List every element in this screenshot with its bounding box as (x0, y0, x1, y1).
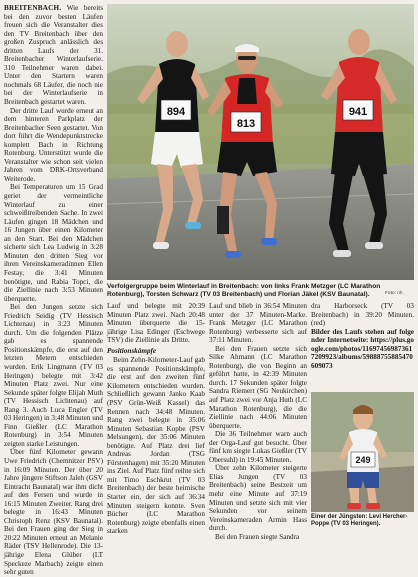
article-column-2 (209, 302, 307, 541)
young-runner-illustration (311, 392, 414, 512)
body-paragraph: Bei den Frauen setzte sich Silke Ahmann (LC Marathon Rotenburg), die von Beginn an geführt hatte, in 42:39 Minuten durch. 17 Sekunden später folgte Sandra Riemert (SG Neukirchen) auf Platz zwei vor Anja Huth (LC Marathon Rotenburg), die die Ziellinie nach 44:06 Minuten überquerte. (209, 344, 307, 430)
inset-photo (311, 392, 414, 512)
subheading: Positionskämpfe (107, 346, 157, 355)
bib-number-right: 941 (348, 106, 368, 118)
body-paragraph: Bei Temperaturen um 15 Grad geriet der vermeintliche Winterlauf zu einer schweißtreibenden Sache. In zwei Läufen gingen 18 Mädchen und 16 Jungen über einen Kilometer an den Start. Bei den Mädchen sicherte sich Lea Ludwig in 3:28 Minuten den dritten Sieg vor ihren Vereinskameradinnen Ellen Festay, die 3:41 Minuten benötigte, und Rabia Topci, die die Ziellinie nach 3:53 Minuten überquerte. (4, 183, 103, 303)
bib-number-center: 813 (236, 118, 256, 130)
bib-number-left: 894 (166, 106, 186, 118)
article-column-1 (107, 302, 205, 534)
photo-gallery-note: Bilder des Laufs stehen auf folgender Internetseite: https://plus.google.com/photos/116974569873617209923/albums/59888755885470609073 (311, 327, 414, 370)
body-paragraph: Bei den Frauen siegte Sandra (215, 532, 300, 541)
article-column-3 (311, 302, 414, 388)
bib-number-inset: 249 (355, 455, 371, 465)
body-paragraph: dra Harborseck (TV 03 Breitenbach) in 39:20 Minuten. (red) (311, 302, 414, 328)
body-paragraph: Bei den Jungen setzte sich Friedrich Seidig (TV Hessisch Lichtenau) in 3:23 Minuten durch. Um die folgenden Plätze gab es spannende Positionskämpfe, die erst auf den letzten Metern entschieden wurden. Erik Lingmann (TV 03 Heringen) belegte mit 3:42 Minuten Platz zwei. Nur eine Sekunde später folgte Elijah Muth (TV Hessisch Lichtenau) auf Rang 3. Auch Luca Engler (TV 03 Heringen) in 3:48 Minuten und Finn Gießler (LC Marathon Rotenburg) in 3:54 Minuten zeigten starke Leistungen. (4, 303, 103, 448)
body-paragraph: Lauf und belegte mit 20:39 Minuten Platz zwei. Nach 20:48 Minuten überquerte die 15-jährige Lisa Edinger (Eschwege TSV) die Ziellinie als Dritte. (107, 302, 205, 345)
dateline: BREITENBACH. (4, 4, 62, 12)
body-paragraph: Über zehn Kilometer steigerte Elias Jungen (TV 03 Breitenbach) seine Bestzeit um mehr eine Minute auf 37:19 Minuten und setzte sich mit vier Sekunden vor seinem Vereinskameraden Armin Hass durch. (209, 464, 307, 533)
body-paragraph: Die 36 Teilnehmer warn auch der Orga-Lauf gut besucht. Über fünf km siegte Lukas Gießler (TV Obersuhl) in 19:45 Minuten. (209, 430, 307, 464)
body-paragraph: Über fünf Kilometer gewann Uwe Friedrich (Chemnitzer PSV) in 16:09 Minuten. Der über 20 Jahre jüngere Stiftson Jaleh (GSV Eintracht Baunatal) war ihm dicht auf den Fersen und wurde in 16:15 Minuten Zweiter. Rang drei belegte in 16:43 Minuten Christoph Renz (KSV Baunatal). Bei den Frauen ging der Sieg in 20:22 Minuten erneut an Melanie Räder (TSV Hellenrode). Die 13-jährige Elena Glüber (LT Speckeze Marbach) zeigte einen sehr guten (4, 448, 103, 577)
body-paragraph: Der dritte Lauf wurde erneut an dem hinteren Parkplatz der Breitenbacher Seen gestartet. Von dort führt die Wendepunktstrecke komplett Bach in Richtung Rotenburg. Unterstützt wurde die Veranstalter wie schon seit vielen Jahren vom DRK-Ortsverband Weiterode. (4, 106, 103, 183)
photo-caption: Verfolgergruppe beim Winterlauf in Breitenbach: von links Frank Metzger (LC Marathon Rotenburg), Torsten Schwarz (TV 03 Breitenbach) und Florian Jäkel (KSV Baunatal). (107, 283, 381, 298)
body-paragraph: Lauf und blieb in 36:54 Minuten unter der 37 Minuten-Marke. Frank Metzger (LC Marathon Rotenburg) verbesserte sich auf 37:11 Minuten. (209, 302, 307, 345)
article-lead-column (4, 4, 104, 577)
body-paragraph: Beim Zehn-Kilometer-Lauf gab es spannende Positionskämpfe, die erst auf den zweiten fünf Kilometern entschieden wurden. Schließlich gewann Janko Kaab (PSV Grün-Weiß Kassel) das Rennen nach 34:48 Minuten. Rang zwei belegte in 35:06 Minuten Sebastian Kopbe (PSV Melsungen), der 35:06 Minuten benötigte. Auf Platz drei lief Andreas Jordan (TSG Fürstenhagen) mit 35:20 Minuten ins Ziel. Auf Platz fünf reihte sich mit Timo Eschkrut (TV 03 Breitenbach) der beste heimische Starter ein, der sich auf 36:34 Minuten steigern konnte. Sven Bücher (LC Marathon Rotenburg) zeigte ebenfalls einen starken (107, 356, 205, 536)
inset-caption: Einer der Jüngsten: Levi Hercher-Poppe (TV 03 Heringen). (311, 514, 408, 527)
lead-paragraph: Wie bereits bei den zuvor besten Läufen freuen sich die Veranstalter dies den TV Breitenbach über den großen Zuspruch anlässlich des dritten Laufs der 31. Breitenbacher Winterlaufserie. 310 Teilnehmer waren dabei. Unter den Startern waren nochmals 68 Läufer, die noch nie bei der Winterlaufserie in Breitenbach gestartet waren. (4, 4, 104, 107)
main-photo (107, 4, 414, 280)
runners-illustration (107, 4, 414, 280)
photo-credit: Foto: nh (385, 291, 403, 296)
